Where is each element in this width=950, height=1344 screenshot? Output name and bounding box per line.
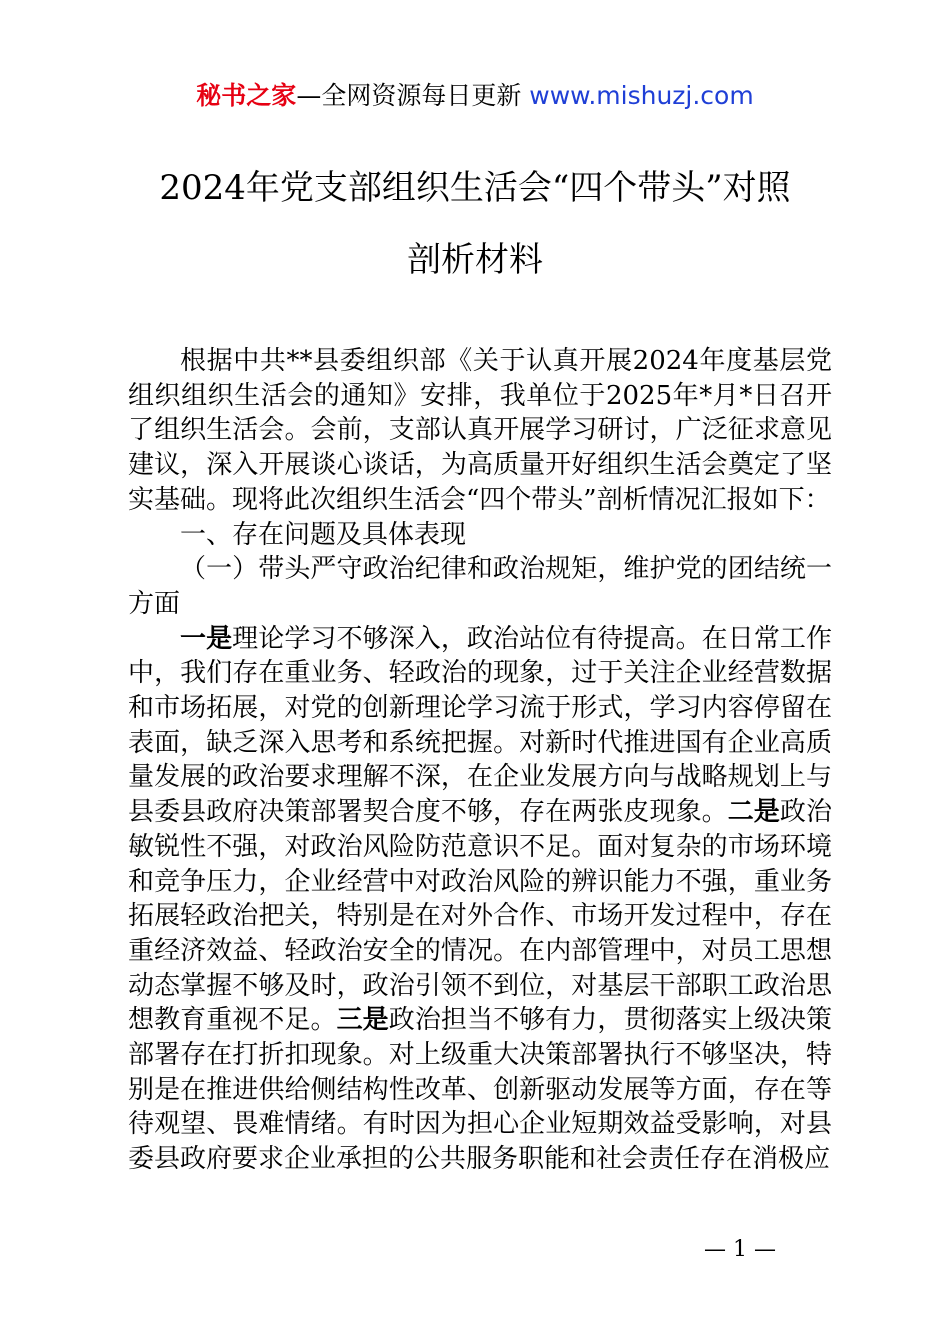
site-slogan: —全网资源每日更新 [296, 81, 522, 110]
point-text-2: 政治敏锐性不强，对政治风险防范意识不足。面对复杂的市场环境和竞争压力，企业经营中对政治风险的辨识能力不强，重业务拓展轻政治把关，特别是在对外合作、市场开发过程中，存在重经济效益、轻政治安全的情况。在内部管理中，对员工思想动态掌握不够及时，政治引领不到位，对基层干部职工政治思想教育重视不足。 [128, 797, 832, 1036]
document-title-line-2: 剖析材料 [407, 240, 543, 280]
site-brand: 秘书之家 [196, 81, 297, 110]
point-text-3: 政治担当不够有力，贯彻落实上级决策部署存在打折扣现象。对上级重大决策部署执行不够坚决，特别是在推进供给侧结构性改革、创新驱动发展等方面，存在等待观望、畏难情绪。有时因为担心企业短期效益受影响，对县委县政府要求企业承担的公共服务职能和社会责任存在消极应 [128, 1005, 832, 1175]
site-header [0, 78, 950, 114]
document-title-line-1: 2024年党支部组织生活会“四个带头”对照 [159, 168, 791, 208]
site-url-link[interactable]: www.mishuzj.com [529, 81, 754, 110]
point-text-1: 理论学习不够深入，政治站位有待提高。在日常工作中，我们存在重业务、轻政治的现象，过于关注企业经营数据和市场拓展，对党的创新理论学习流于形式，学习内容停留在表面，缺乏深入思考和系统把握。对新时代推进国有企业高质量发展的政治要求理解不深，在企业发展方向与战略规划上与县委县政府决策部署契合度不够，存在两张皮现象。 [128, 623, 832, 828]
point-label-2: 二是 [727, 797, 780, 828]
section-heading: 一、存在问题及具体表现 [180, 519, 467, 550]
point-label-1: 一是 [180, 623, 233, 654]
point-label-3: 三是 [336, 1005, 389, 1036]
intro-paragraph: 根据中共**县委组织部《关于认真开展2024年度基层党组织组织生活会的通知》安排，我单位于2025年*月*日召开了组织生活会。会前，支部认真开展学习研讨，广泛征求意见建议，深入开展谈心谈话，为高质量开好组织生活会奠定了坚实基础。现将此次组织生活会“四个带头”剖析情况汇报如下： [128, 346, 832, 515]
page-number: — 1 — [704, 1237, 776, 1262]
subsection-heading: （一）带头严守政治纪律和政治规矩，维护党的团结统一方面 [128, 554, 832, 619]
document-body [128, 344, 832, 1177]
problems-paragraph [128, 622, 832, 1177]
